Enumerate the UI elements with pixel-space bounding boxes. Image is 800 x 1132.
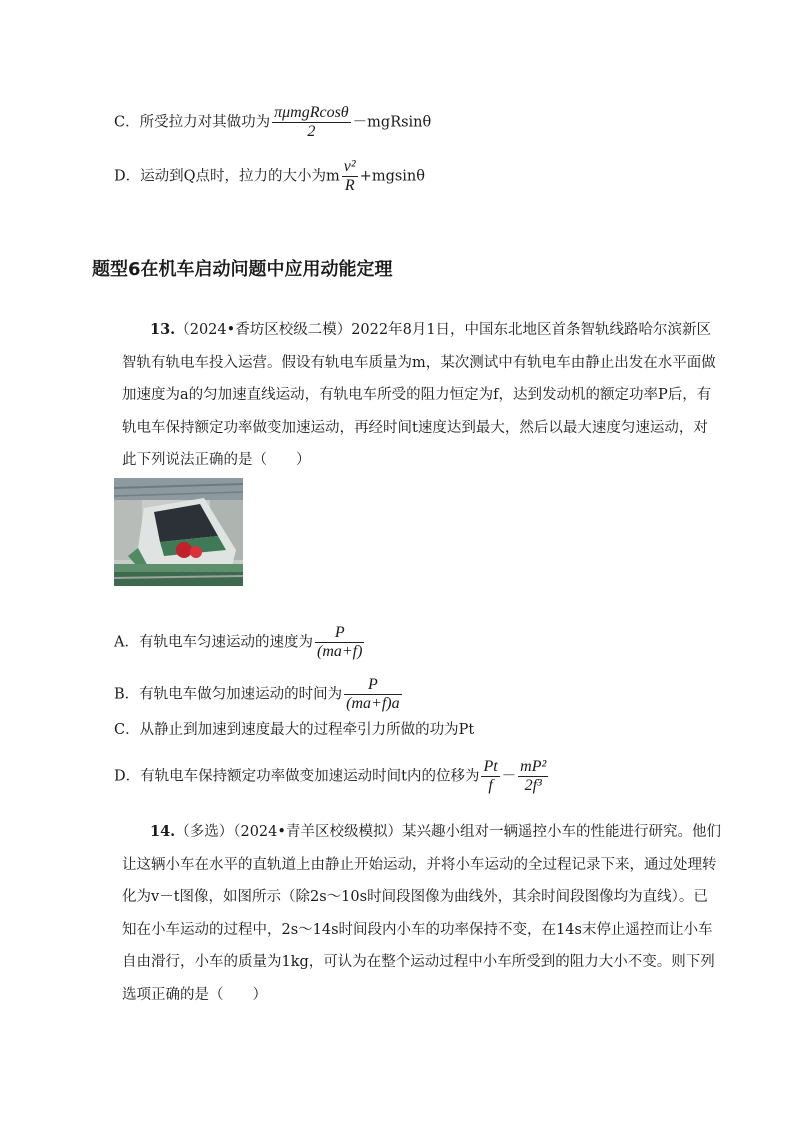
q13-option-a-fraction bbox=[315, 624, 364, 661]
question-13-text: 2022年8月1日，中国东北地区首条智轨线路哈尔滨新区智轨有轨电车投入运营。假设有轨电车质量为m，某次测试中有轨电车由静止出发在水平面做加速度为a的匀加速直线运动，有轨电车所受的阻力恒定为f，达到发动机的额定功率P后，有轨电车保持额定功率做变加速运动，再经时间t速度达到最大，然后以最大速度匀速运动，对此下列说法正确的是（ ） bbox=[122, 322, 716, 468]
fraction-denominator: (ma+f)a bbox=[346, 695, 400, 712]
question-13-number: 13. bbox=[150, 321, 176, 338]
tram-photo bbox=[114, 478, 243, 586]
q13-option-a bbox=[114, 624, 366, 661]
prev-option-d bbox=[114, 158, 425, 195]
q13-option-c bbox=[114, 720, 474, 740]
fraction-numerator: P bbox=[315, 624, 364, 643]
q13-option-d-label: D．有轨电车保持额定功率做变加速运动时间t内的位移为 bbox=[114, 768, 480, 785]
q13-option-d-fraction-1 bbox=[481, 758, 499, 795]
question-14-text: 某兴趣小组对一辆遥控小车的性能进行研究。他们让这辆小车在水平的直轨道上由静止开始运动，并将小车运动的全过程记录下来，通过处理转化为v－t图像，如图所示（除2s～10s时间段图像为曲线外，其余时间段图像均为直线）。已知在小车运动的过程中，2s～14s时间段内小车的功率保持不变，在14s末停止遥控而让小车自由滑行，小车的质量为1kg，可认为在整个运动过程中小车所受到的阻力大小不变。则下列选项正确的是（ ） bbox=[122, 824, 721, 1003]
q13-option-a-label: A．有轨电车匀速运动的速度为 bbox=[114, 634, 313, 651]
prev-option-c bbox=[114, 104, 431, 141]
question-13-source: （2024•香坊区校级二模） bbox=[175, 322, 352, 338]
question-14-number: 14. bbox=[150, 823, 176, 840]
prev-option-d-label: D．运动到Q点时，拉力的大小为m bbox=[114, 168, 340, 185]
question-13-text-block bbox=[122, 314, 722, 477]
fraction-numerator: v² bbox=[343, 158, 356, 175]
question-14-tag: （多选） bbox=[175, 824, 234, 840]
fraction-numerator: mP² bbox=[520, 758, 547, 775]
q13-option-d bbox=[114, 758, 550, 795]
section-heading: 题型6在机车启动问题中应用动能定理 bbox=[92, 259, 393, 280]
prev-option-c-fraction bbox=[272, 104, 351, 141]
fraction-denominator: (ma+f) bbox=[316, 643, 363, 660]
question-14-source: （2024•青羊区校级模拟） bbox=[233, 824, 402, 840]
q13-option-b-label: B．有轨电车做匀加速运动的时间为 bbox=[114, 686, 343, 703]
question-14 bbox=[122, 816, 722, 1011]
fraction-denominator: R bbox=[344, 177, 355, 194]
fraction-denominator: 2 bbox=[307, 123, 316, 140]
prev-option-d-tail: +mgsinθ bbox=[359, 168, 425, 185]
question-14-text-block bbox=[122, 816, 722, 1011]
fraction-denominator: 2f³ bbox=[524, 777, 542, 794]
q13-option-c-label: C．从静止到加速到速度最大的过程牵引力所做的功为Pt bbox=[114, 722, 475, 738]
question-13 bbox=[122, 314, 722, 477]
fraction-numerator: πμmgRcosθ bbox=[274, 104, 349, 121]
minus-sign: － bbox=[501, 768, 517, 785]
fraction-denominator: f bbox=[488, 777, 493, 794]
prev-option-d-fraction bbox=[342, 158, 358, 195]
prev-option-c-tail: －mgRsinθ bbox=[352, 114, 432, 131]
q13-option-b bbox=[114, 676, 404, 713]
tram-illustration bbox=[114, 478, 243, 586]
prev-option-c-label: C．所受拉力对其做功为 bbox=[114, 114, 271, 131]
q13-option-b-fraction bbox=[344, 676, 401, 713]
fraction-numerator: P bbox=[344, 676, 401, 695]
q13-option-d-fraction-2 bbox=[518, 758, 548, 795]
fraction-numerator: Pt bbox=[483, 758, 498, 775]
